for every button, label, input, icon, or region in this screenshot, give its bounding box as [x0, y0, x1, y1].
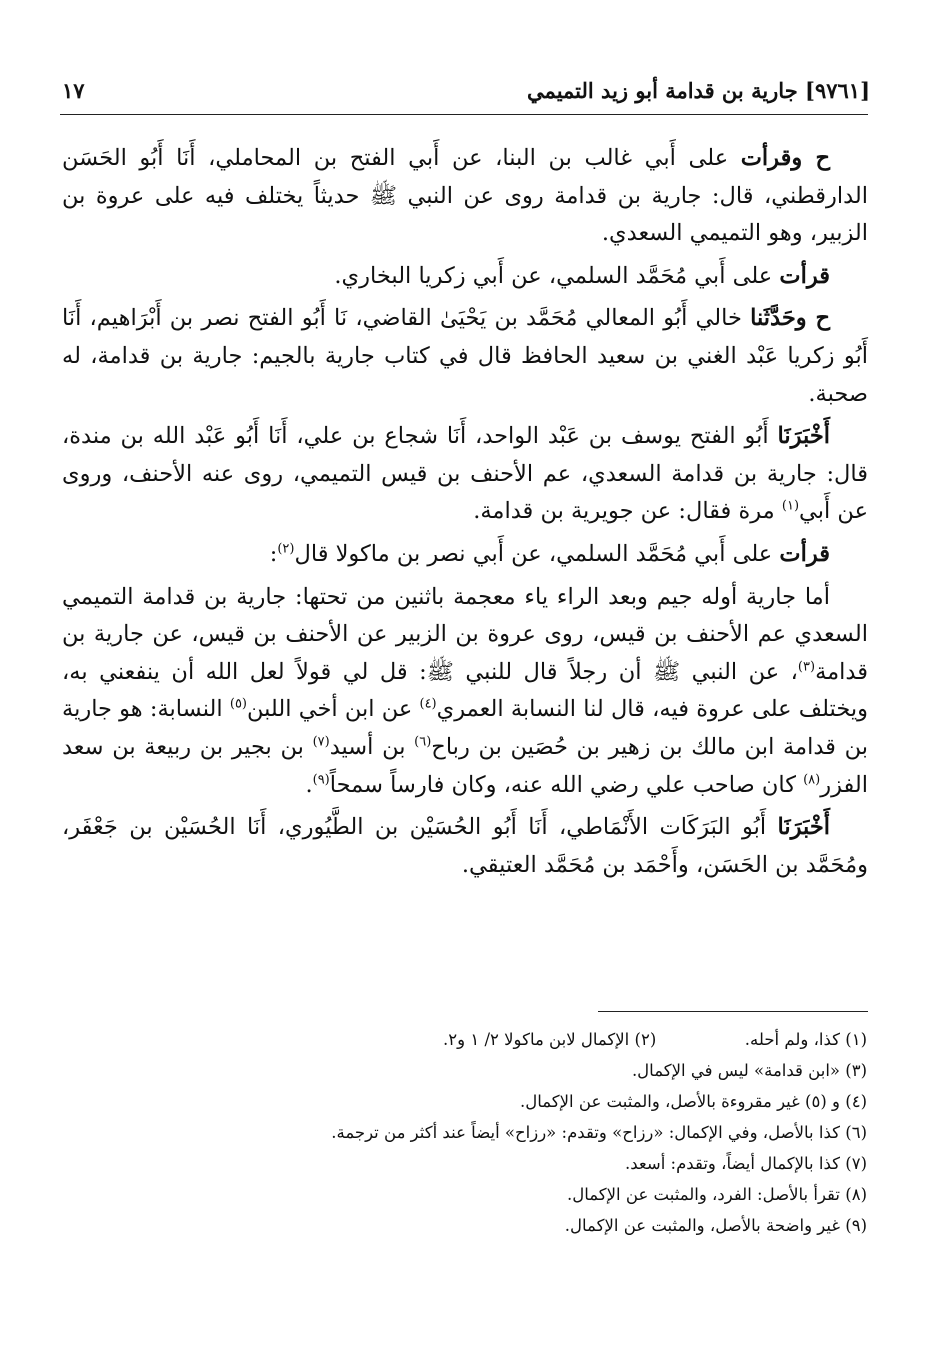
footnote-marker[interactable]: (١)	[781, 498, 800, 514]
footnote-marker[interactable]: (٢)	[277, 541, 295, 557]
footnote-row	[147, 1148, 867, 1179]
paragraph-text: على أَبي غالب بن البنا، عن أَبي الفتح بن المحاملي، أَنَا أَبُو الحَسَن الدارقطني، قال: جارية بن قدامة روى عن النبي ﷺ حديثاً يختلف فيه على عروة بن الزبير، وهو التميمي السعدي.	[62, 145, 868, 247]
running-title: [٩٧٦١] جارية بن قدامة أبو زيد التميمي	[527, 78, 870, 103]
footnote-number: (٧)	[845, 1154, 867, 1173]
main-text	[62, 140, 868, 889]
paragraph	[62, 536, 868, 574]
paragraph-text: بن بجير بن ربيعة بن سعد الفزر	[62, 733, 868, 798]
footnotes	[147, 1024, 867, 1241]
footnote-number: (٤)	[845, 1092, 867, 1111]
footnote-number: (٦)	[845, 1123, 867, 1142]
paragraph-text: النسابة: هو جارية بن قدامة ابن مالك بن زهير بن حُصَين بن رباح	[62, 696, 868, 760]
narration-lead: ح وحَدَّثَنا	[750, 305, 830, 332]
footnote-number: (١)	[845, 1030, 867, 1049]
footnote-divider	[598, 1011, 868, 1012]
page-number: ١٧	[62, 78, 85, 103]
footnote-marker[interactable]: (٨)	[803, 772, 821, 787]
narration-lead: ح وقرأت	[740, 145, 831, 171]
paragraph-text: ، عن النبي ﷺ أن رجلاً قال للنبي ﷺ: قل لي قولاً لعل الله أن ينفعني به، ويختلف على عروة فيه، قال لنا النسابة العمري	[62, 658, 868, 723]
paragraph	[62, 140, 868, 253]
footnote-number: (٨)	[845, 1185, 867, 1204]
paragraph	[62, 418, 868, 531]
footnote-text: كذا بالإكمال أيضاً، وتقدم: أسعد.	[625, 1154, 840, 1173]
paragraph-text: كان صاحب علي رضي الله عنه، وكان فارساً سمحاً	[329, 771, 804, 798]
narration-lead: أَخْبَرَنَا	[777, 814, 830, 841]
footnote-marker[interactable]: (٥)	[229, 696, 247, 712]
footnote-text: كذا بالأصل، وفي الإكمال: «رزاح» وتقدم: «رزاح» أيضاً عند أكثر من ترجمة.	[331, 1123, 840, 1142]
paragraph-text: أما جارية أوله جيم وبعد الراء ياء معجمة باثنين من تحتها: جارية بن قدامة التميمي السعدي عم الأحنف بن قيس، روى عروة بن الزبير عن الأحنف بن قيس، عن جارية بن قدامة	[62, 583, 868, 685]
narration-lead: أَخْبَرَنَا	[777, 423, 830, 450]
paragraph-text: :	[269, 540, 278, 567]
footnote-marker[interactable]: (٧)	[312, 734, 330, 750]
paragraph-text: بن أسيد	[329, 733, 415, 760]
footnote-number: (٢)	[634, 1030, 657, 1049]
footnote-text: غير واضحة بالأصل، والمثبت عن الإكمال.	[564, 1216, 840, 1235]
footnote-marker[interactable]: (٣)	[797, 659, 816, 675]
footnote-marker[interactable]: (٩)	[312, 772, 330, 787]
footnote-text: تقرأ بالأصل: الفرد، والمثبت عن الإكمال.	[566, 1185, 840, 1204]
paragraph	[62, 579, 868, 805]
paragraph	[62, 809, 868, 884]
footnote-text: الإكمال لابن ماكولا ٢/ ١ و٢.	[443, 1030, 630, 1049]
footnote-marker[interactable]: (٦)	[414, 734, 432, 750]
page-header	[60, 72, 870, 112]
footnote-row	[147, 1055, 867, 1086]
narration-lead: قرأت	[779, 540, 830, 567]
paragraph-text: أَبُو البَرَكَات الأَنْمَاطي، أَنَا أَبُو الحُسَيْن بن الطَّيُوري، أَنَا الحُسَيْن بن جَعْفَر، ومُحَمَّد بن الحَسَن، وأَحْمَد بن مُحَمَّد العتيقي.	[62, 814, 868, 878]
footnote-number: (٩)	[845, 1216, 867, 1235]
footnote-number: (٣)	[845, 1061, 867, 1080]
paragraph	[62, 258, 868, 296]
footnote-row	[147, 1117, 867, 1148]
narration-lead: قرأت	[779, 262, 830, 289]
footnote-text: و (٥) غير مقروءة بالأصل، والمثبت عن الإكمال.	[519, 1092, 840, 1111]
footnote-text: «ابن قدامة» ليس في الإكمال.	[631, 1061, 840, 1080]
footnote-row	[147, 1210, 867, 1241]
paragraph-text: خالي أَبُو المعالي مُحَمَّد بن يَحْيَىٰ القاضي، نَا أَبُو الفتح نصر بن أَبْرَاهيم، أَنَا أَبُو زكريا عَبْد الغني بن سعيد الحافظ قال في كتاب جارية بالجيم: جارية بن قدامة، له صحبة.	[62, 305, 868, 407]
footnote-row	[147, 1086, 867, 1117]
footnote-row	[147, 1179, 867, 1210]
paragraph-text: على أَبي مُحَمَّد السلمي، عن أَبي نصر بن ماكولا قال	[294, 540, 780, 567]
footnote-text: كذا، ولم أحله.	[744, 1030, 840, 1049]
paragraph-text: عن ابن أخي اللبن	[247, 696, 420, 723]
footnote-marker[interactable]: (٤)	[419, 696, 437, 712]
header-divider	[60, 114, 868, 115]
paragraph	[62, 300, 868, 413]
footnote-row	[147, 1024, 867, 1055]
paragraph-text: .	[305, 771, 313, 798]
paragraph-text: مرة فقال: عن جويرية بن قدامة.	[473, 498, 782, 525]
paragraph-text: أَبُو الفتح يوسف بن عَبْد الواحد، أَنَا شجاع بن علي، أَنَا أَبُو عَبْد الله بن مندة، قال: جارية بن قدامة السعدي، عم الأحنف بن قيس التميمي، روى عنه الأحنف، وروى عن أَبي	[62, 423, 868, 525]
paragraph-text: على أَبي مُحَمَّد السلمي، عن أَبي زكريا البخاري.	[334, 262, 780, 289]
